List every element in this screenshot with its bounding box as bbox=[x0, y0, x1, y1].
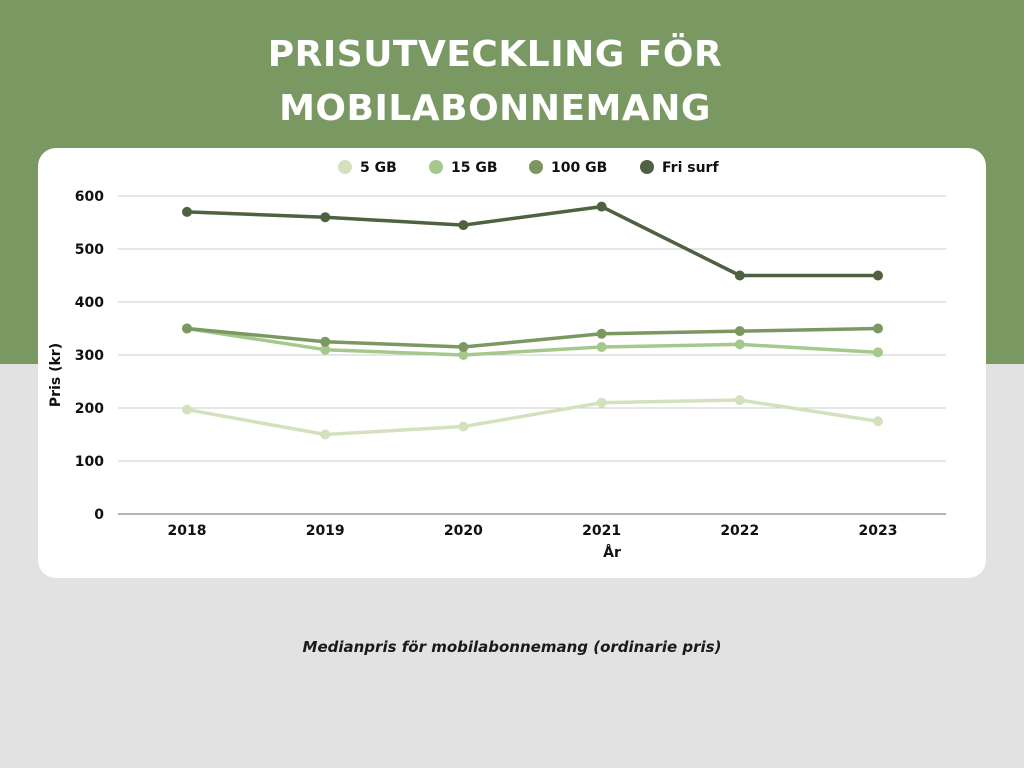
x-tick-label-2021: 2021 bbox=[582, 523, 622, 539]
y-tick-label-400: 400 bbox=[74, 295, 104, 311]
legend-label-15-gb: 15 GB bbox=[451, 160, 498, 176]
data-point-100-gb-2018 bbox=[182, 324, 192, 334]
data-point-fri-surf-2022 bbox=[735, 271, 745, 281]
x-tick-label-2020: 2020 bbox=[443, 523, 483, 539]
data-point-100-gb-2022 bbox=[735, 326, 745, 336]
legend-marker-5-gb bbox=[338, 160, 352, 174]
x-axis-title: År bbox=[603, 545, 621, 561]
data-point-5-gb-2022 bbox=[735, 395, 745, 405]
legend-label-100-gb: 100 GB bbox=[551, 160, 608, 176]
legend-marker-15-gb bbox=[429, 160, 443, 174]
data-point-fri-surf-2023 bbox=[873, 271, 883, 281]
data-point-100-gb-2019 bbox=[320, 337, 330, 347]
y-tick-label-500: 500 bbox=[74, 242, 104, 258]
data-point-fri-surf-2021 bbox=[597, 202, 607, 212]
x-tick-label-2019: 2019 bbox=[305, 523, 345, 539]
data-point-5-gb-2019 bbox=[320, 430, 330, 440]
data-point-5-gb-2023 bbox=[873, 416, 883, 426]
y-tick-label-600: 600 bbox=[74, 189, 104, 205]
legend-marker-100-gb bbox=[529, 160, 543, 174]
data-point-5-gb-2021 bbox=[597, 398, 607, 408]
data-point-100-gb-2021 bbox=[597, 329, 607, 339]
legend-label-5-gb: 5 GB bbox=[360, 160, 397, 176]
x-tick-label-2022: 2022 bbox=[720, 523, 760, 539]
data-point-5-gb-2018 bbox=[182, 405, 192, 415]
chart-card bbox=[38, 148, 986, 578]
x-tick-label-2023: 2023 bbox=[858, 523, 898, 539]
data-point-5-gb-2020 bbox=[458, 422, 468, 432]
data-point-15-gb-2022 bbox=[735, 339, 745, 349]
data-point-15-gb-2021 bbox=[597, 342, 607, 352]
legend-label-fri-surf: Fri surf bbox=[662, 160, 719, 176]
y-tick-label-0: 0 bbox=[94, 507, 104, 523]
y-axis-title: Pris (kr) bbox=[48, 342, 64, 408]
line-chart bbox=[38, 148, 986, 578]
y-tick-label-200: 200 bbox=[74, 401, 104, 417]
legend-marker-fri-surf bbox=[640, 160, 654, 174]
data-point-fri-surf-2018 bbox=[182, 207, 192, 217]
data-point-fri-surf-2019 bbox=[320, 212, 330, 222]
x-tick-label-2018: 2018 bbox=[167, 523, 207, 539]
data-point-100-gb-2023 bbox=[873, 324, 883, 334]
chart-caption: Medianpris för mobilabonnemang (ordinarie pris) bbox=[302, 638, 722, 656]
y-tick-label-100: 100 bbox=[74, 454, 104, 470]
data-point-15-gb-2023 bbox=[873, 347, 883, 357]
series-line-fri-surf bbox=[187, 207, 878, 276]
data-point-100-gb-2020 bbox=[458, 342, 468, 352]
page-title: PRISUTVECKLING FÖR MOBILABONNEMANG bbox=[267, 34, 723, 129]
series-line-5-gb bbox=[187, 400, 878, 434]
y-tick-label-300: 300 bbox=[74, 348, 104, 364]
data-point-fri-surf-2020 bbox=[458, 220, 468, 230]
